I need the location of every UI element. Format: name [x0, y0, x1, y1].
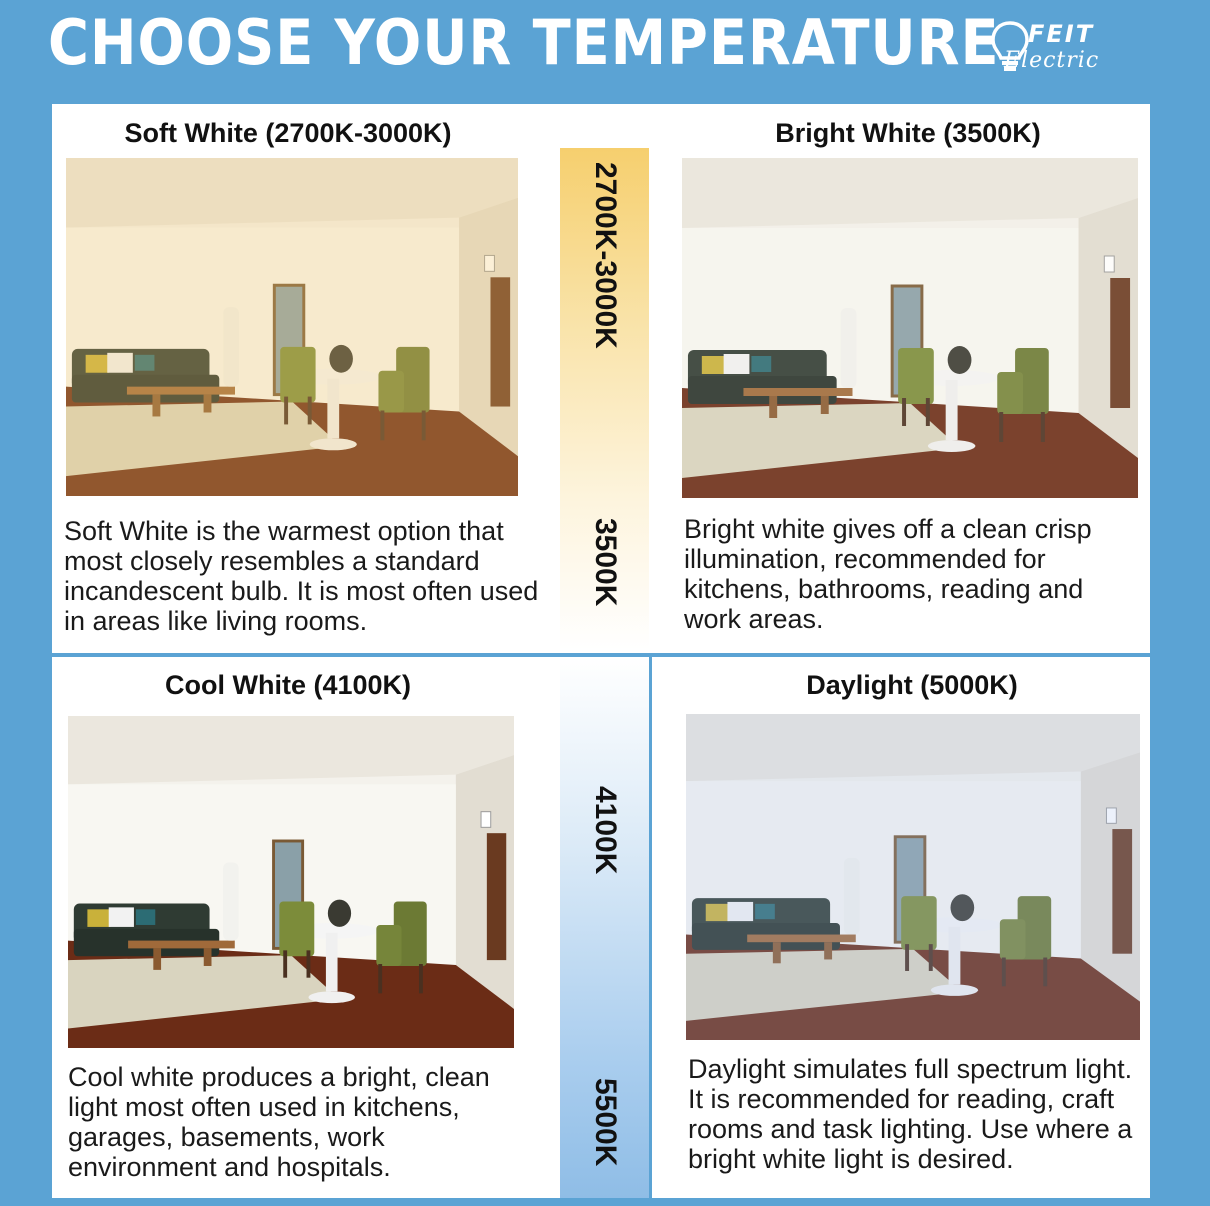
brand-subname: Electric: [1004, 48, 1100, 73]
daylight-title: Daylight (5000K): [806, 670, 1018, 700]
scale-label-2700k-3000k: 2700K-3000K: [589, 162, 622, 349]
soft-white-title: Soft White (2700K-3000K): [124, 118, 452, 148]
soft-white-description: Soft White is the warmest option that most closely resembles a standard incandescent bulb. It is most often used in areas like living rooms.: [64, 516, 539, 636]
cool-white-room-photo: [68, 716, 514, 1048]
bright-white-room-photo: [682, 158, 1138, 498]
scale-label-3500k: 3500K: [589, 518, 622, 607]
daylight-room-photo: [686, 714, 1140, 1040]
brand-logo: [990, 18, 1150, 82]
soft-white-room-photo: [66, 158, 518, 496]
page-title: CHOOSE YOUR TEMPERATURE: [48, 6, 1000, 79]
bright-white-title: Bright White (3500K): [775, 118, 1041, 148]
cool-white-title: Cool White (4100K): [164, 670, 412, 700]
scale-label-5500k: 5500K: [589, 1078, 622, 1167]
vertical-divider: [649, 657, 652, 1198]
daylight-description: Daylight simulates full spectrum light. It is recommended for reading, craft rooms and task lighting. Use where a bright white light is desired.: [688, 1054, 1133, 1174]
cool-white-description: Cool white produces a bright, clean light most often used in kitchens, garages, basements, work environment and hospitals.: [68, 1062, 490, 1182]
brand-name: FEIT: [1028, 20, 1095, 48]
scale-label-4100k: 4100K: [589, 786, 622, 875]
bright-white-description: Bright white gives off a clean crisp illumination, recommended for kitchens, bathrooms, reading and work areas.: [684, 514, 1092, 634]
